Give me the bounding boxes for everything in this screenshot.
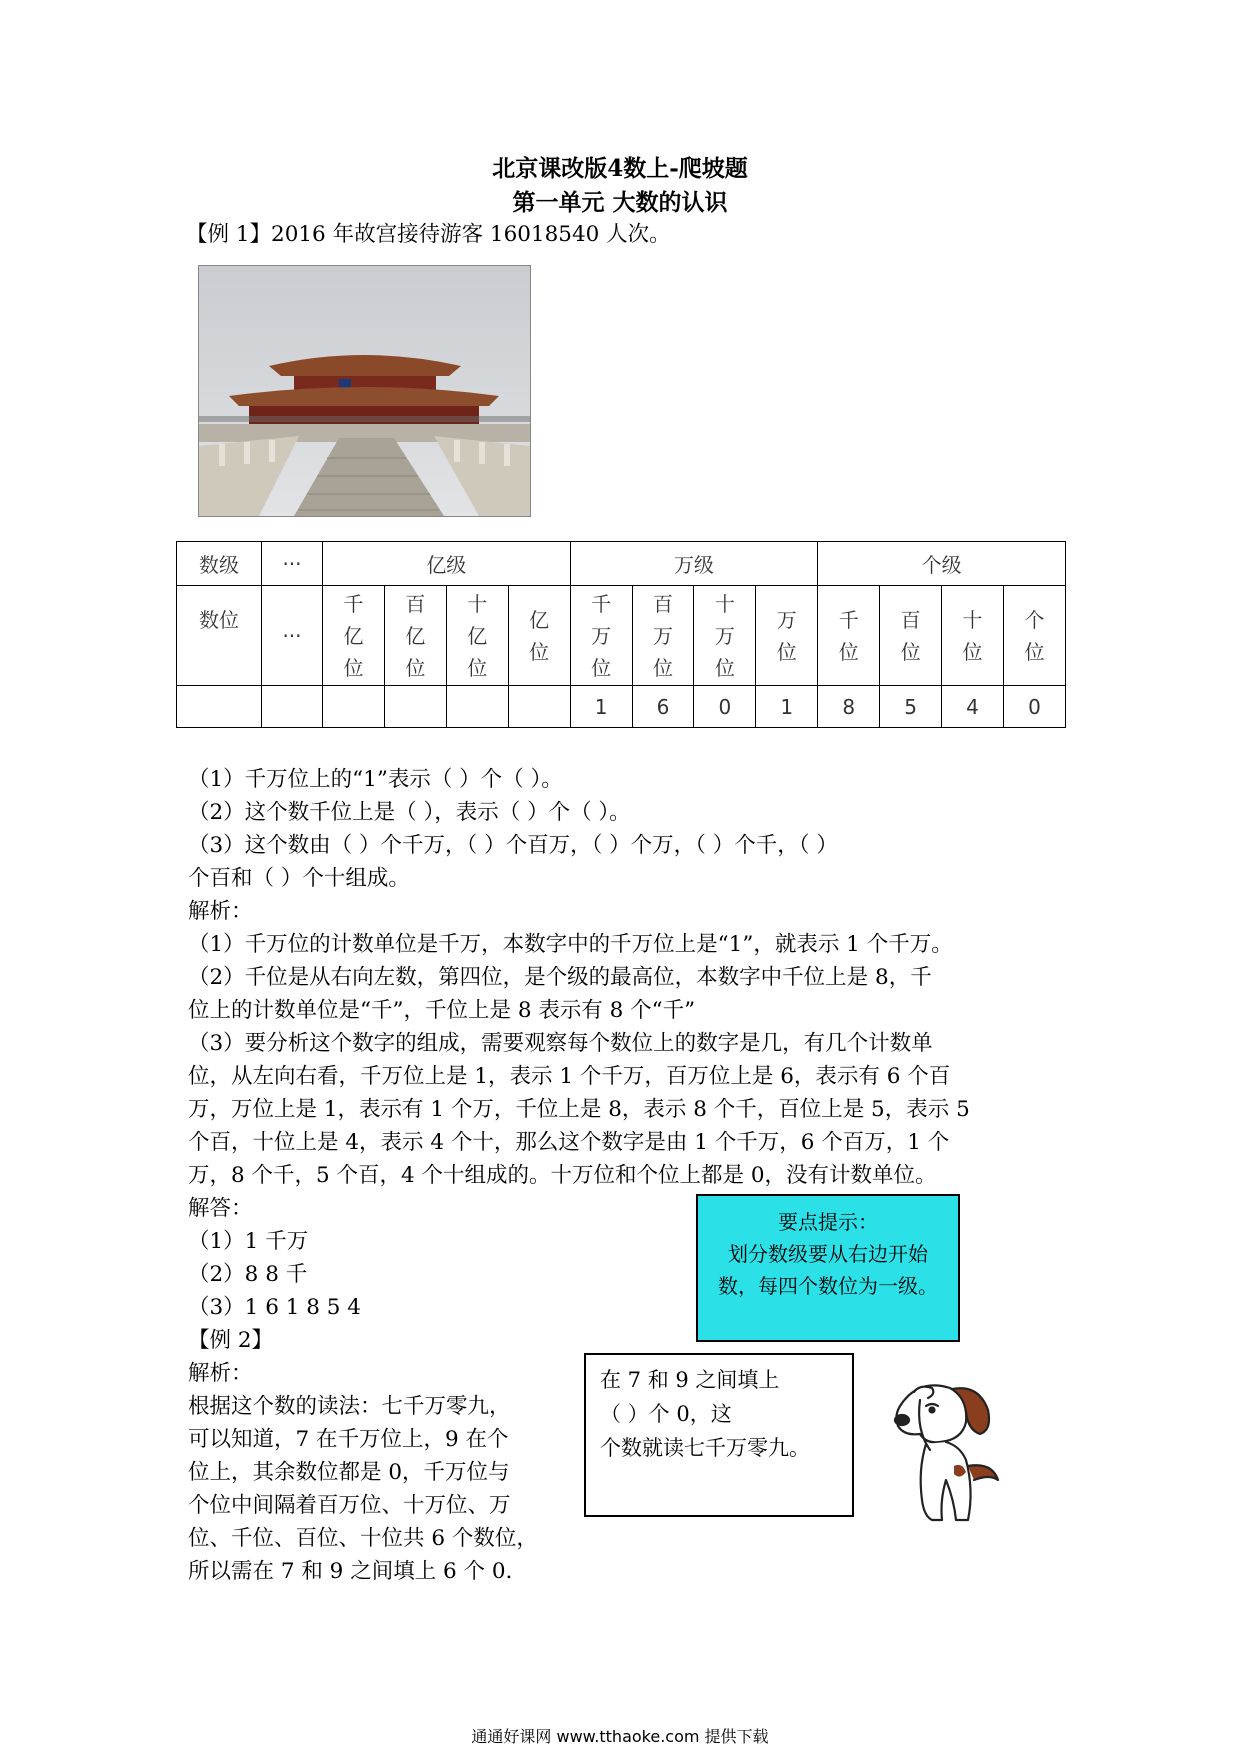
example2-analysis-line: 所以需在 7 和 9 之间填上 6 个 0. [188, 1559, 513, 1584]
cell-level-wan: 万级 [570, 542, 818, 586]
cell-digit: 4 [942, 686, 1004, 728]
cell-place: 千 万 位 [570, 586, 632, 686]
analysis-line: 位，从左向右看，千万位上是 1，表示 1 个千万，百万位上是 6，表示有 6 个百 [188, 1064, 951, 1089]
example2-analysis-line: 位、千位、百位、十位共 6 个数位， [188, 1526, 538, 1551]
forbidden-city-photo [198, 265, 531, 517]
example2-label: 【例 2】 [188, 1328, 274, 1353]
example2-analysis-line: 可以知道，7 在千万位上，9 在个 [188, 1427, 509, 1452]
cell-place: 千 亿 位 [323, 586, 385, 686]
answer-line: （2）8 8 千 [188, 1262, 308, 1287]
cell-place: 十 万 位 [694, 586, 756, 686]
table-row-levels [177, 542, 1066, 586]
cell-digit: 1 [570, 686, 632, 728]
example2-analysis-line: 根据这个数的读法：七千万零九， [188, 1394, 511, 1419]
page-subtitle: 第一单元 大数的认识 [512, 189, 728, 216]
cell-digit [446, 686, 508, 728]
bubble-line: 在 7 和 9 之间填上 [600, 1368, 780, 1392]
cell-level-ge: 个级 [818, 542, 1066, 586]
place-value-table [176, 541, 1066, 728]
answer-line: （3）1 6 1 8 5 4 [188, 1295, 361, 1320]
cell-digit [177, 686, 262, 728]
cell-digit: 5 [880, 686, 942, 728]
cell-digit: 0 [1003, 686, 1065, 728]
bubble-line: （ ）个 0，这 [600, 1402, 732, 1426]
key-point-tip-box [696, 1194, 960, 1342]
analysis-line: 万，8 个千，5 个百，4 个十组成的。十万位和个位上都是 0，没有计数单位。 [188, 1163, 937, 1188]
cell-ellipsis: ··· [262, 586, 323, 686]
palace-illustration [199, 266, 530, 516]
cell-digit: 0 [694, 686, 756, 728]
cell-place: 十 亿 位 [446, 586, 508, 686]
footer-source: 通通好课网 www.tthaoke.com 提供下载 [471, 1727, 769, 1746]
question-3-cont: 个百和（ ）个十组成。 [188, 866, 410, 891]
cell-level-header: 数级 [177, 542, 262, 586]
cell-place: 百 万 位 [632, 586, 694, 686]
example1-intro: 【例 1】2016 年故宫接待游客 16018540 人次。 [186, 222, 671, 247]
dog-cartoon-icon [870, 1370, 1015, 1530]
answer-label: 解答： [188, 1196, 253, 1221]
cell-level-yi: 亿级 [323, 542, 571, 586]
page-title: 北京课改版4数上-爬坡题 [492, 155, 748, 182]
cell-digit [262, 686, 323, 728]
example2-analysis-line: 个位中间隔着百万位、十万位、万 [188, 1493, 511, 1518]
cell-place: 个 位 [1003, 586, 1065, 686]
analysis-line: 万，万位上是 1，表示有 1 个万，千位上是 8，表示 8 个千，百位上是 5，表示 5 [188, 1097, 970, 1122]
answer-line: （1）1 千万 [188, 1229, 309, 1254]
question-1: （1）千万位上的“1”表示（ ）个（ ）。 [188, 767, 563, 792]
cell-place: 百 位 [880, 586, 942, 686]
analysis-line: 个百，十位上是 4，表示 4 个十，那么这个数字是由 1 个千万，6 个百万，1 个 [188, 1130, 950, 1155]
tip-line: 数，每四个数位为一级。 [718, 1274, 938, 1298]
table-row-places [177, 586, 1066, 686]
question-3: （3）这个数由（ ）个千万，（ ）个百万，（ ）个万，（ ）个千，（ ） [188, 833, 838, 858]
tip-title: 要点提示： [778, 1210, 878, 1234]
cell-ellipsis: ··· [262, 542, 323, 586]
example2-analysis-line: 位上，其余数位都是 0，千万位与 [188, 1460, 510, 1485]
hint-speech-bubble [584, 1353, 854, 1517]
analysis-line: （2）千位是从右向左数，第四位，是个级的最高位，本数字中千位上是 8，千 [188, 965, 932, 990]
analysis-line: 位上的计数单位是“千”，千位上是 8 表示有 8 个“千” [188, 998, 696, 1023]
cell-digit [323, 686, 385, 728]
analysis-line: （3）要分析这个数字的组成，需要观察每个数位上的数字是几，有几个计数单 [188, 1031, 933, 1056]
bubble-line: 个数就读七千万零九。 [600, 1436, 810, 1460]
cell-digit [508, 686, 570, 728]
cell-digit: 1 [756, 686, 818, 728]
cell-place: 百 亿 位 [384, 586, 446, 686]
cell-digit [384, 686, 446, 728]
cell-place: 十 位 [942, 586, 1004, 686]
cell-place: 万 位 [756, 586, 818, 686]
cell-digit: 6 [632, 686, 694, 728]
cell-place-header: 数位 [177, 586, 262, 686]
cell-digit: 8 [818, 686, 880, 728]
tip-line: 划分数级要从右边开始 [728, 1242, 928, 1266]
table-row-digits [177, 686, 1066, 728]
cell-place: 千 位 [818, 586, 880, 686]
analysis-line: （1）千万位的计数单位是千万，本数字中的千万位上是“1”，就表示 1 个千万。 [188, 932, 953, 957]
question-2: （2）这个数千位上是（ ），表示（ ）个（ ）。 [188, 800, 631, 825]
cell-place: 亿 位 [508, 586, 570, 686]
analysis-label: 解析： [188, 899, 253, 924]
example2-analysis-label: 解析： [188, 1361, 253, 1386]
